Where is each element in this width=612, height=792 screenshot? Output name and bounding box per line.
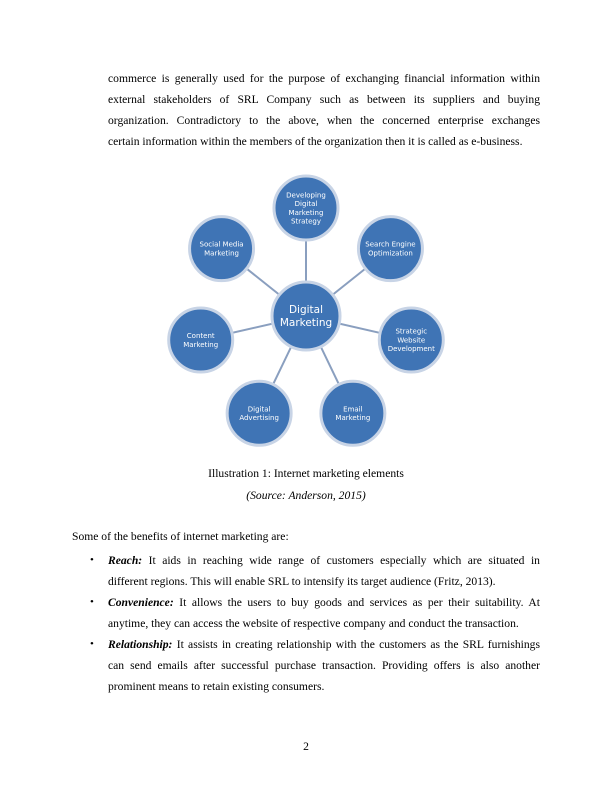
diagram-node [190,217,254,281]
node-label: Digital [247,405,271,414]
benefit-term: Relationship: [108,638,173,651]
benefit-text-line: can send emails after successful purchase transaction. Providing offers is also another [108,659,540,672]
benefit-text-line: different regions. This will enable SRL to intensify its target audience (Fritz, 2013). [108,575,496,588]
diagram-node [227,381,291,445]
node-label: Advertising [239,414,279,423]
node-label: Optimization [368,249,413,258]
bullet-icon: • [90,596,94,608]
diagram-node [321,381,385,445]
benefit-text-line: It aids in reaching wide range of customers especially which are situated in [148,554,540,567]
paragraph-line: commerce is generally used for the purpose of exchanging financial information within [108,72,540,85]
paragraph-line: certain information within the members of the organization then it is called as e-business. [108,135,523,148]
node-label: Email [343,405,363,414]
benefit-item-convenience [90,592,540,634]
diagram-node [274,176,338,240]
node-label: Development [387,345,435,354]
diagram-node [379,308,443,372]
diagram-center-node [272,282,340,350]
bullet-icon: • [90,638,94,650]
node-label: Strategic [395,327,428,336]
benefit-item-relationship [90,634,540,697]
benefit-text-line: It allows the users to buy goods and services as per their suitability. At [179,596,540,609]
diagram-canvas [160,168,452,450]
body-paragraph [108,68,540,152]
node-label: Social Media [199,240,244,249]
digital-marketing-diagram [160,168,452,450]
page-number: 2 [303,740,309,753]
benefits-list [90,550,540,697]
node-label: Website [397,336,426,345]
node-label: Search Engine [365,240,416,249]
benefits-intro: Some of the benefits of internet marketing are: [72,530,289,543]
benefit-text-line: It assists in creating relationship with the customers as the SRL furnishings [176,638,540,651]
node-label: Marketing [335,414,371,423]
diagram-node [169,308,233,372]
bullet-icon: • [90,554,94,566]
benefit-term: Convenience: [108,596,174,609]
node-label: Developing [286,191,326,200]
paragraph-line: external stakeholders of SRL Company such as between its suppliers and buying [108,93,540,106]
benefit-item-reach [90,550,540,592]
node-label: Digital [294,200,318,209]
paragraph-line: organization. Contradictory to the above, when the concerned enterprise exchanges [108,114,540,127]
figure-source: (Source: Anderson, 2015) [246,489,366,502]
benefit-term: Reach: [108,554,143,567]
diagram-node [358,217,422,281]
node-label: Marketing [204,249,240,258]
figure-caption: Illustration 1: Internet marketing elements [208,467,404,480]
benefit-text-line: prominent means to retain existing consumers. [108,680,325,693]
node-label: Content [186,332,215,341]
node-label: Marketing [279,317,333,330]
node-label: Digital [288,304,324,317]
node-label: Strategy [291,217,321,226]
node-label: Marketing [183,340,219,349]
benefit-text-line: anytime, they can access the website of respective company and conduct the transaction. [108,617,519,630]
node-label: Marketing [288,208,324,217]
